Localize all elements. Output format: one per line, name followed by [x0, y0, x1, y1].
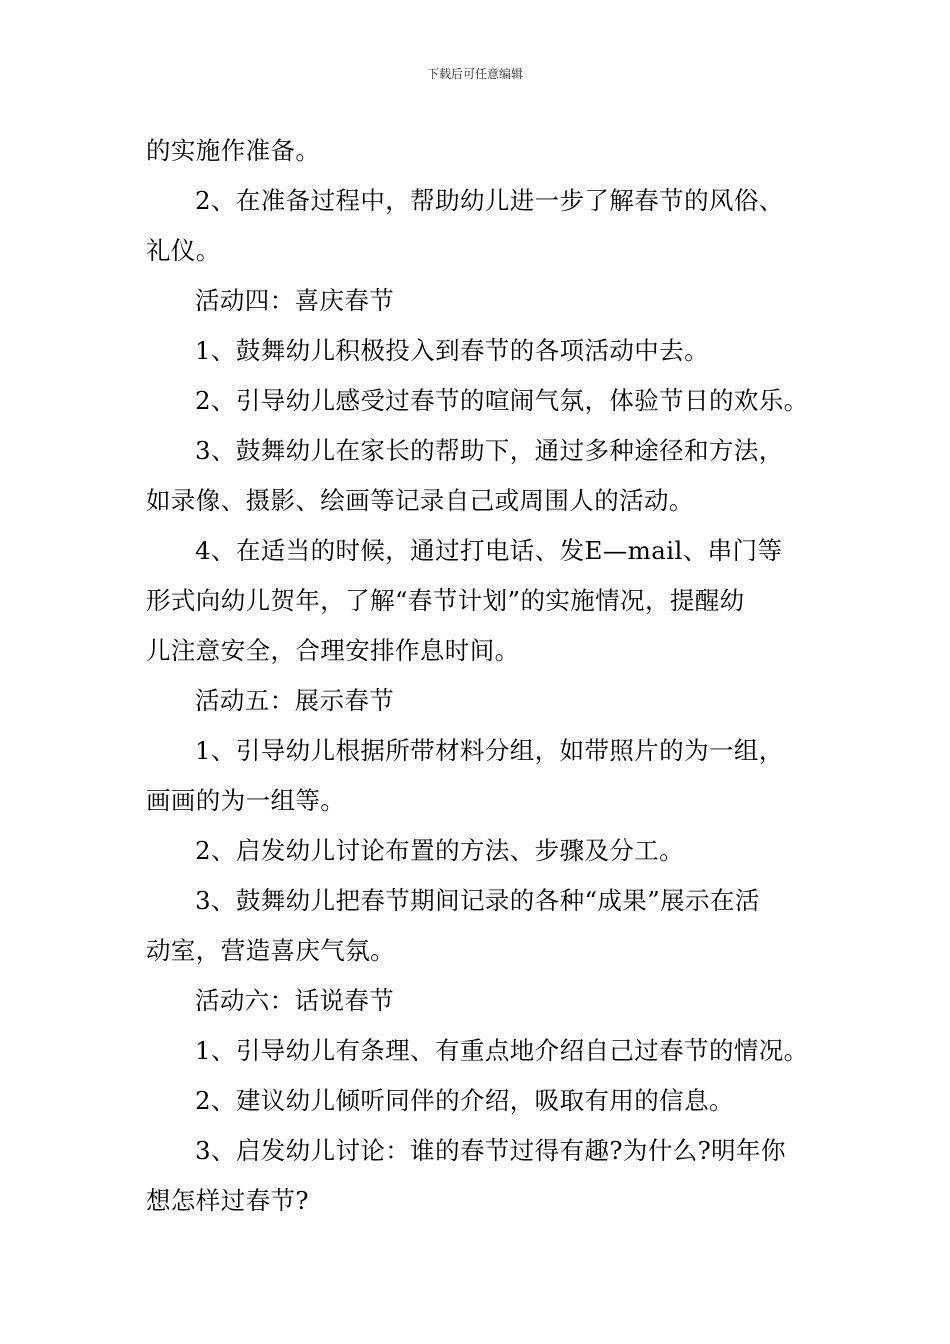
- text-line: 如录像、摄影、绘画等记录自己或周围人的活动。: [146, 486, 694, 515]
- section-heading: 活动四：喜庆春节: [195, 286, 395, 315]
- document-body: [146, 126, 814, 1226]
- text-line: 2、引导幼儿感受过春节的喧闹气氛，体验节日的欢乐。: [195, 386, 809, 415]
- text-line: 2、启发幼儿讨论布置的方法、步骤及分工。: [195, 836, 685, 865]
- page-header: 下载后可任意编辑: [426, 67, 523, 81]
- text-line: 想怎样过春节?: [146, 1186, 309, 1215]
- text-line: 的实施作准备。: [146, 136, 321, 165]
- text-line: 礼仪。: [146, 236, 221, 265]
- text-line: 4、在适当的时候，通过打电话、发E—mail、串门等: [195, 536, 783, 565]
- text-line: 1、引导幼儿有条理、有重点地介绍自己过春节的情况。: [195, 1036, 809, 1065]
- text-line: 形式向幼儿贺年，了解“春节计划”的实施情况，提醒幼: [146, 586, 745, 615]
- text-line: 3、鼓舞幼儿在家长的帮助下，通过多种途径和方法，: [195, 436, 784, 465]
- text-line: 3、鼓舞幼儿把春节期间记录的各种“成果”展示在活: [195, 886, 760, 915]
- text-line: 2、在准备过程中，帮助幼儿进一步了解春节的风俗、: [195, 186, 784, 215]
- text-line: 儿注意安全，合理安排作息时间。: [146, 636, 520, 665]
- text-line: 3、启发幼儿讨论：谁的春节过得有趣?为什么?明年你: [195, 1136, 786, 1165]
- section-heading: 活动五：展示春节: [195, 686, 395, 715]
- text-line: 1、引导幼儿根据所带材料分组，如带照片的为一组，: [195, 736, 784, 765]
- text-line: 画画的为一组等。: [146, 786, 346, 815]
- section-heading: 活动六：话说春节: [195, 986, 395, 1015]
- text-line: 2、建议幼儿倾听同伴的介绍，吸取有用的信息。: [195, 1086, 734, 1115]
- text-line: 动室，营造喜庆气氛。: [146, 936, 395, 965]
- text-line: 1、鼓舞幼儿积极投入到春节的各项活动中去。: [195, 336, 709, 365]
